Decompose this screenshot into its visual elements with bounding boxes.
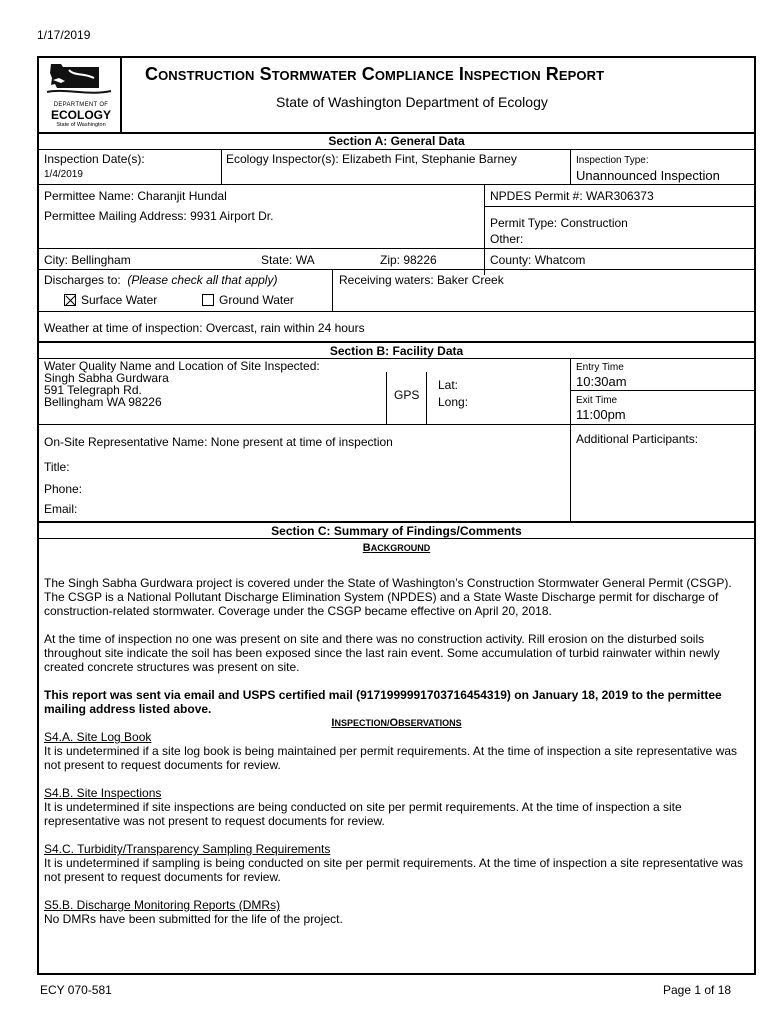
observation-title: S4.C. Turbidity/Transparency Sampling Requirements — [44, 842, 331, 856]
inspection-dates-label: Inspection Date(s): — [44, 152, 145, 166]
io-heading-mid: NSPECTION/ — [334, 718, 390, 728]
observation-title: S5.B. Discharge Monitoring Reports (DMRs) — [44, 898, 281, 912]
discharges-label: Discharges to: — [44, 273, 121, 287]
section-b-heading: Section B: Facility Data — [329, 344, 464, 358]
discharges-note: (Please check all that apply) — [127, 273, 278, 287]
inspection-date: 1/4/2019 — [44, 169, 83, 180]
page-number: Page 1 of 18 — [663, 983, 732, 997]
site-city: Bellingham WA 98226 — [44, 395, 162, 409]
ground-water-label: Ground Water — [219, 293, 294, 307]
discharges-to — [44, 273, 277, 287]
io-heading-i: I — [331, 717, 335, 729]
site-label: Water Quality Name and Location of Site Inspected: — [44, 359, 320, 373]
background-heading-first: B — [362, 542, 371, 554]
observation-title: S4.A. Site Log Book — [44, 730, 152, 744]
surface-water-checkbox[interactable] — [64, 294, 76, 306]
background-heading-rest: ACKGROUND — [370, 543, 431, 553]
site-street: 591 Telegraph Rd. — [44, 383, 142, 397]
io-heading-rest: BSERVATIONS — [398, 718, 462, 728]
inspection-observations-heading — [44, 716, 749, 730]
io-heading-o: O — [389, 717, 399, 729]
observation-text: It is undetermined if sampling is being conducted on site per permit requirements. At the time of inspection a site representative was not present to request documents for review. — [44, 856, 744, 884]
permittee-mailing-address: Permittee Mailing Address: 9931 Airport Dr. — [44, 209, 274, 223]
exit-time: 11:00pm — [576, 407, 626, 422]
observation-text: It is undetermined if site inspections are being conducted on site per permit requirements. At the time of inspection a site representative was not present to request documents for review. — [44, 800, 682, 828]
onsite-representative: On-Site Representative Name: None present at time of inspection — [44, 435, 393, 449]
print-date: 1/17/2019 — [37, 28, 91, 42]
report-header — [39, 58, 754, 132]
background-heading — [39, 542, 754, 554]
surface-water-label: Surface Water — [81, 293, 158, 307]
state: State: WA — [261, 253, 315, 267]
long-label: Long: — [438, 395, 469, 409]
npdes-permit: NPDES Permit #: WAR306373 — [490, 189, 654, 203]
ground-water-option[interactable] — [202, 293, 294, 307]
site-name: Singh Sabha Gurdwara — [44, 371, 169, 385]
city: City: Bellingham — [44, 253, 131, 267]
inspection-type-label: Inspection Type: — [576, 155, 649, 166]
exit-time-label: Exit Time — [576, 395, 618, 406]
observation-item — [44, 842, 749, 884]
observation-item — [44, 898, 749, 926]
logo-line2: ECOLOGY — [50, 108, 111, 122]
background-para-2: At the time of inspection no one was present on site and there was no construction activity. Rill erosion on the disturbed soils throughout site indicate the soil has been exposed since the last rain event. Some accumulation of turbid rainwater within newly created concrete structures was present on site. — [44, 632, 720, 674]
permit-other: Other: — [490, 232, 524, 246]
site-location — [44, 360, 320, 408]
report-title — [145, 64, 604, 85]
lat-label: Lat: — [438, 378, 459, 392]
observation-item — [44, 730, 749, 772]
permit-type: Permit Type: Construction — [490, 216, 628, 230]
county: County: Whatcom — [490, 253, 586, 267]
inspection-type: Unannounced Inspection — [576, 168, 720, 183]
surface-water-option[interactable] — [64, 293, 157, 307]
observation-text: It is undetermined if a site log book is being maintained per permit requirements. At the time of inspection a site representative was not present to request documents for review. — [44, 744, 738, 772]
background-para-3: This report was sent via email and USPS certified mail (9171999991703716454319) on January 18, 2019 to the permittee mailing address listed above. — [44, 688, 722, 716]
rep-phone-label: Phone: — [44, 482, 83, 496]
entry-time: 10:30am — [576, 374, 627, 389]
section-c-heading: Section C: Summary of Findings/Comments — [271, 524, 522, 538]
observation-title: S4.B. Site Inspections — [44, 786, 162, 800]
rep-title-label: Title: — [44, 460, 70, 474]
zip: Zip: 98226 — [380, 253, 437, 267]
findings-body — [44, 576, 749, 926]
logo-line3: State of Washington — [56, 122, 106, 128]
ground-water-checkbox[interactable] — [202, 294, 214, 306]
background-para-1: The Singh Sabha Gurdwara project is covered under the State of Washington’s Construction Stormwater General Permit (CSGP). The CSGP is a National Pollutant Discharge Elimination System (NPDES) and a State Waste Discharge permit for discharge of construction-related stormwater. Coverage under the CSGP became effective on April 20, 2018. — [44, 576, 732, 618]
additional-participants: Additional Participants: — [576, 432, 699, 446]
rep-email-label: Email: — [44, 502, 78, 516]
inspection-report — [37, 56, 756, 975]
observation-item — [44, 786, 749, 828]
receiving-waters: Receiving waters: Baker Creek — [339, 273, 504, 287]
report-subtitle: State of Washington Department of Ecology — [276, 94, 548, 110]
form-number: ECY 070-581 — [40, 983, 112, 997]
section-a-heading: Section A: General Data — [328, 134, 465, 148]
ecology-inspectors: Ecology Inspector(s): Elizabeth Fint, Stephanie Barney — [226, 152, 517, 166]
gps-label: GPS — [394, 388, 420, 402]
weather: Weather at time of inspection: Overcast, rain within 24 hours — [44, 321, 365, 335]
logo-line1: DEPARTMENT OF — [53, 102, 109, 108]
permittee-name: Permittee Name: Charanjit Hundal — [44, 189, 227, 203]
entry-time-label: Entry Time — [576, 362, 624, 373]
observation-text: No DMRs have been submitted for the life of the project. — [44, 912, 343, 926]
ecology-logo — [39, 58, 122, 132]
report-title-text: Construction Stormwater Compliance Inspection Report — [145, 64, 605, 84]
